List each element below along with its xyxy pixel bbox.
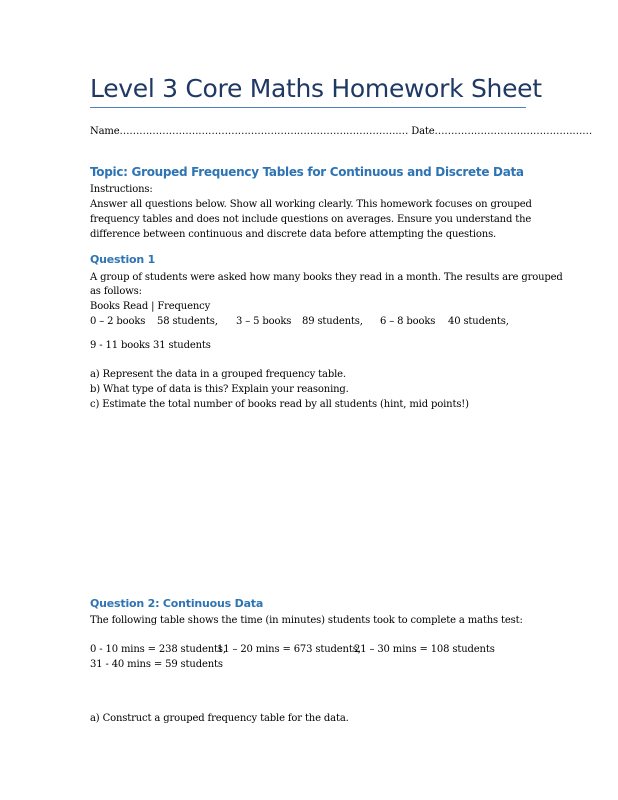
q1-frequency: 40 students, — [448, 316, 509, 327]
q2-class-frequency: 11 – 20 mins = 673 students, — [217, 644, 361, 655]
q1-class-interval: 3 – 5 books — [236, 316, 292, 327]
topic-heading: Topic: Grouped Frequency Tables for Continuous and Discrete Data — [90, 165, 524, 179]
instructions-line: frequency tables and does not include questions on averages. Ensure you understand the — [90, 214, 532, 225]
q1-part: a) Represent the data in a grouped frequency table. — [90, 369, 346, 380]
q1-class-interval: 0 – 2 books — [90, 316, 146, 327]
q1-part: b) What type of data is this? Explain your reasoning. — [90, 384, 349, 395]
q2-class-frequency: 31 - 40 mins = 59 students — [90, 659, 223, 670]
q1-class-interval: 6 – 8 books — [380, 316, 436, 327]
q1-table-header: Books Read | Frequency — [90, 301, 211, 312]
question-2-heading: Question 2: Continuous Data — [90, 597, 264, 610]
q2-class-frequency: 0 - 10 mins = 238 students, — [90, 644, 226, 655]
q1-frequency: 58 students, — [157, 316, 218, 327]
q1-frequency: 31 students — [153, 340, 211, 351]
q1-intro-line: A group of students were asked how many books they read in a month. The results are grouped — [90, 272, 563, 283]
q2-intro: The following table shows the time (in minutes) students took to complete a maths test: — [90, 615, 523, 626]
instructions-line: Answer all questions below. Show all working clearly. This homework focuses on grouped — [90, 199, 532, 210]
q1-intro-line: as follows: — [90, 286, 142, 297]
q2-class-frequency: 21 – 30 mins = 108 students — [354, 644, 495, 655]
title-underline — [90, 107, 526, 108]
instructions-line: difference between continuous and discrete data before attempting the questions. — [90, 229, 497, 240]
q1-class-interval: 9 - 11 books — [90, 340, 150, 351]
q1-part: c) Estimate the total number of books read by all students (hint, mid points!) — [90, 399, 469, 410]
name-date-line: Name………………………………………………………………………….… Date………………………………………… — [90, 126, 593, 137]
page-title: Level 3 Core Maths Homework Sheet — [90, 74, 542, 103]
question-1-heading: Question 1 — [90, 253, 156, 266]
q2-part: a) Construct a grouped frequency table for the data. — [90, 713, 349, 724]
q1-frequency: 89 students, — [302, 316, 363, 327]
instructions-label: Instructions: — [90, 184, 153, 195]
